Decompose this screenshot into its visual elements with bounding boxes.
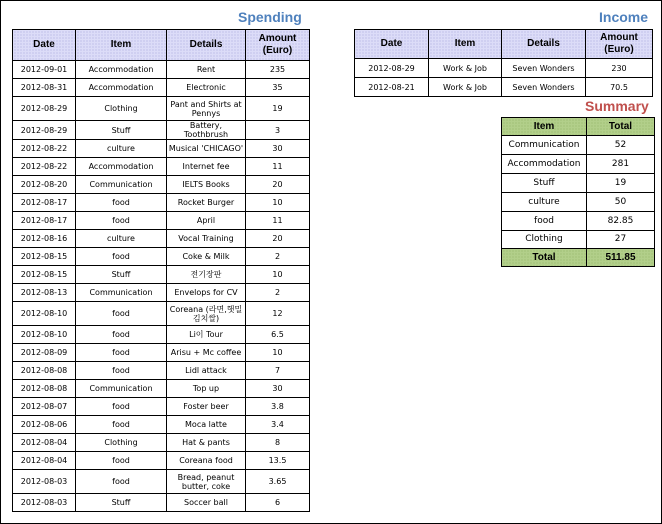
details-cell[interactable]: Pant and Shirts at Pennys <box>167 97 246 121</box>
income-title: Income <box>599 9 649 25</box>
amount-cell[interactable]: 3.65 <box>246 470 310 494</box>
date-cell[interactable]: 2012-08-04 <box>13 452 76 470</box>
table-row <box>13 79 310 97</box>
date-cell[interactable]: 2012-09-01 <box>13 61 76 79</box>
table-row <box>13 380 310 398</box>
amount-cell[interactable]: 3.8 <box>246 398 310 416</box>
table-row <box>502 212 655 231</box>
income-header-row <box>355 30 653 59</box>
details-cell[interactable]: Coke & Milk <box>167 248 246 266</box>
item-cell[interactable]: Communication <box>76 380 167 398</box>
table-row <box>502 174 655 193</box>
table-row <box>13 284 310 302</box>
amount-cell[interactable]: 11 <box>246 212 310 230</box>
table-row <box>13 470 310 494</box>
table-row <box>355 59 653 78</box>
amount-cell[interactable]: 3 <box>246 121 310 140</box>
details-cell[interactable]: Foster beer <box>167 398 246 416</box>
date-cell[interactable]: 2012-08-07 <box>13 398 76 416</box>
date-cell[interactable]: 2012-08-03 <box>13 494 76 512</box>
amount-cell[interactable]: 30 <box>246 140 310 158</box>
table-row <box>13 302 310 326</box>
table-row <box>13 362 310 380</box>
table-row <box>13 248 310 266</box>
table-row <box>13 416 310 434</box>
details-cell[interactable]: Moca latte <box>167 416 246 434</box>
header-amount[interactable]: Amount (Euro) <box>246 30 310 61</box>
amount-cell[interactable]: 30 <box>246 380 310 398</box>
table-row <box>13 212 310 230</box>
header-details[interactable]: Details <box>167 30 246 61</box>
date-cell[interactable]: 2012-08-29 <box>355 59 429 78</box>
table-row <box>13 121 310 140</box>
date-cell[interactable]: 2012-08-13 <box>13 284 76 302</box>
amount-cell[interactable]: 20 <box>246 176 310 194</box>
details-cell[interactable]: Coreana food <box>167 452 246 470</box>
item-cell[interactable]: food <box>76 470 167 494</box>
item-cell[interactable]: Stuff <box>76 494 167 512</box>
date-cell[interactable]: 2012-08-03 <box>13 470 76 494</box>
amount-cell[interactable]: 2 <box>246 248 310 266</box>
date-cell[interactable]: 2012-08-16 <box>13 230 76 248</box>
total-cell[interactable]: 82.85 <box>587 212 655 231</box>
details-cell[interactable]: Li이 Tour <box>167 326 246 344</box>
table-row <box>13 194 310 212</box>
amount-cell[interactable]: 2 <box>246 284 310 302</box>
summary-header-row <box>502 118 655 136</box>
header-total[interactable]: Total <box>587 118 655 136</box>
item-cell[interactable]: Communication <box>76 176 167 194</box>
table-row <box>355 78 653 97</box>
date-cell[interactable]: 2012-08-22 <box>13 140 76 158</box>
table-row <box>13 230 310 248</box>
details-cell[interactable]: Battery, Toothbrush <box>167 121 246 140</box>
table-row <box>13 344 310 362</box>
item-cell[interactable]: Clothing <box>76 434 167 452</box>
table-row <box>13 266 310 284</box>
table-row <box>502 231 655 249</box>
date-cell[interactable]: 2012-08-06 <box>13 416 76 434</box>
date-cell[interactable]: 2012-08-17 <box>13 212 76 230</box>
item-cell[interactable]: culture <box>76 230 167 248</box>
table-row <box>13 326 310 344</box>
spending-header-row <box>13 30 310 61</box>
item-cell[interactable]: Work & Job <box>429 59 502 78</box>
details-cell[interactable]: Lidl attack <box>167 362 246 380</box>
item-cell[interactable]: culture <box>76 140 167 158</box>
item-cell[interactable]: food <box>76 398 167 416</box>
date-cell[interactable]: 2012-08-31 <box>13 79 76 97</box>
item-cell[interactable]: Work & Job <box>429 78 502 97</box>
header-item[interactable]: Item <box>76 30 167 61</box>
item-cell[interactable]: food <box>76 362 167 380</box>
details-cell[interactable]: Electronic <box>167 79 246 97</box>
item-cell[interactable]: Accommodation <box>76 158 167 176</box>
header-item[interactable]: Item <box>429 30 502 59</box>
header-details[interactable]: Details <box>502 30 586 59</box>
total-cell[interactable]: 50 <box>587 193 655 212</box>
header-date[interactable]: Date <box>355 30 429 59</box>
details-cell[interactable]: Rocket Burger <box>167 194 246 212</box>
amount-cell[interactable]: 12 <box>246 302 310 326</box>
item-cell[interactable]: Clothing <box>76 97 167 121</box>
details-cell[interactable]: Seven Wonders <box>502 59 586 78</box>
details-cell[interactable]: IELTS Books <box>167 176 246 194</box>
date-cell[interactable]: 2012-08-21 <box>355 78 429 97</box>
total-cell[interactable]: 27 <box>587 231 655 249</box>
amount-cell[interactable]: 20 <box>246 230 310 248</box>
details-cell[interactable]: Arisu + Mc coffee <box>167 344 246 362</box>
spending-table <box>12 29 310 512</box>
amount-cell[interactable]: 70.5 <box>586 78 653 97</box>
item-cell[interactable]: Clothing <box>502 231 587 249</box>
header-item[interactable]: Item <box>502 118 587 136</box>
amount-cell[interactable]: 6.5 <box>246 326 310 344</box>
amount-cell[interactable]: 6 <box>246 494 310 512</box>
table-row <box>13 176 310 194</box>
table-row <box>13 61 310 79</box>
spending-title: Spending <box>238 9 302 25</box>
table-row <box>502 136 655 155</box>
item-cell[interactable]: food <box>76 326 167 344</box>
item-cell[interactable]: food <box>76 302 167 326</box>
table-row <box>13 97 310 121</box>
date-cell[interactable]: 2012-08-15 <box>13 266 76 284</box>
details-cell[interactable]: Vocal Training <box>167 230 246 248</box>
summary-title: Summary <box>585 98 649 114</box>
item-cell[interactable]: Accommodation <box>76 61 167 79</box>
header-amount[interactable]: Amount (Euro) <box>586 30 653 59</box>
total-cell[interactable]: 52 <box>587 136 655 155</box>
details-cell[interactable]: 전기장판 <box>167 266 246 284</box>
details-cell[interactable]: Envelops for CV <box>167 284 246 302</box>
amount-cell[interactable]: 3.4 <box>246 416 310 434</box>
details-cell[interactable]: Internet fee <box>167 158 246 176</box>
amount-cell[interactable]: 10 <box>246 266 310 284</box>
total-cell[interactable]: 281 <box>587 155 655 174</box>
total-cell[interactable]: 19 <box>587 174 655 193</box>
amount-cell[interactable]: 7 <box>246 362 310 380</box>
item-cell[interactable]: Stuff <box>76 121 167 140</box>
summary-table <box>501 117 655 267</box>
date-cell[interactable]: 2012-08-04 <box>13 434 76 452</box>
table-row <box>13 452 310 470</box>
item-cell[interactable]: food <box>76 212 167 230</box>
details-cell[interactable]: Seven Wonders <box>502 78 586 97</box>
summary-total-row <box>502 249 655 267</box>
item-cell[interactable]: food <box>76 194 167 212</box>
item-cell[interactable]: Communication <box>76 284 167 302</box>
table-row <box>13 140 310 158</box>
total-value[interactable]: 511.85 <box>587 249 655 267</box>
amount-cell[interactable]: 10 <box>246 194 310 212</box>
details-cell[interactable]: Musical 'CHICAGO' <box>167 140 246 158</box>
income-table <box>354 29 653 97</box>
item-cell[interactable]: food <box>502 212 587 231</box>
item-cell[interactable]: Accommodation <box>76 79 167 97</box>
item-cell[interactable]: food <box>76 452 167 470</box>
amount-cell[interactable]: 19 <box>246 97 310 121</box>
item-cell[interactable]: Stuff <box>76 266 167 284</box>
amount-cell[interactable]: 10 <box>246 344 310 362</box>
details-cell[interactable]: Hat & pants <box>167 434 246 452</box>
details-cell[interactable]: Coreana (라면,햇밀김치쌀) <box>167 302 246 326</box>
item-cell[interactable]: culture <box>502 193 587 212</box>
date-cell[interactable]: 2012-08-29 <box>13 121 76 140</box>
table-row <box>13 398 310 416</box>
date-cell[interactable]: 2012-08-08 <box>13 362 76 380</box>
details-cell[interactable]: Rent <box>167 61 246 79</box>
date-cell[interactable]: 2012-08-10 <box>13 302 76 326</box>
details-cell[interactable]: Top up <box>167 380 246 398</box>
table-row <box>13 158 310 176</box>
details-cell[interactable]: April <box>167 212 246 230</box>
item-cell[interactable]: food <box>76 248 167 266</box>
header-date[interactable]: Date <box>13 30 76 61</box>
item-cell[interactable]: food <box>76 344 167 362</box>
date-cell[interactable]: 2012-08-29 <box>13 97 76 121</box>
amount-cell[interactable]: 35 <box>246 79 310 97</box>
table-row <box>502 193 655 212</box>
table-row <box>13 434 310 452</box>
details-cell[interactable]: Bread, peanut butter, coke <box>167 470 246 494</box>
amount-cell[interactable]: 8 <box>246 434 310 452</box>
date-cell[interactable]: 2012-08-20 <box>13 176 76 194</box>
date-cell[interactable]: 2012-08-10 <box>13 326 76 344</box>
details-cell[interactable]: Soccer ball <box>167 494 246 512</box>
amount-cell[interactable]: 13.5 <box>246 452 310 470</box>
item-cell[interactable]: Stuff <box>502 174 587 193</box>
item-cell[interactable]: Communication <box>502 136 587 155</box>
amount-cell[interactable]: 235 <box>246 61 310 79</box>
item-cell[interactable]: food <box>76 416 167 434</box>
date-cell[interactable]: 2012-08-08 <box>13 380 76 398</box>
amount-cell[interactable]: 230 <box>586 59 653 78</box>
date-cell[interactable]: 2012-08-17 <box>13 194 76 212</box>
amount-cell[interactable]: 11 <box>246 158 310 176</box>
table-row <box>502 155 655 174</box>
total-label[interactable]: Total <box>502 249 587 267</box>
date-cell[interactable]: 2012-08-09 <box>13 344 76 362</box>
item-cell[interactable]: Accommodation <box>502 155 587 174</box>
date-cell[interactable]: 2012-08-15 <box>13 248 76 266</box>
date-cell[interactable]: 2012-08-22 <box>13 158 76 176</box>
table-row <box>13 494 310 512</box>
